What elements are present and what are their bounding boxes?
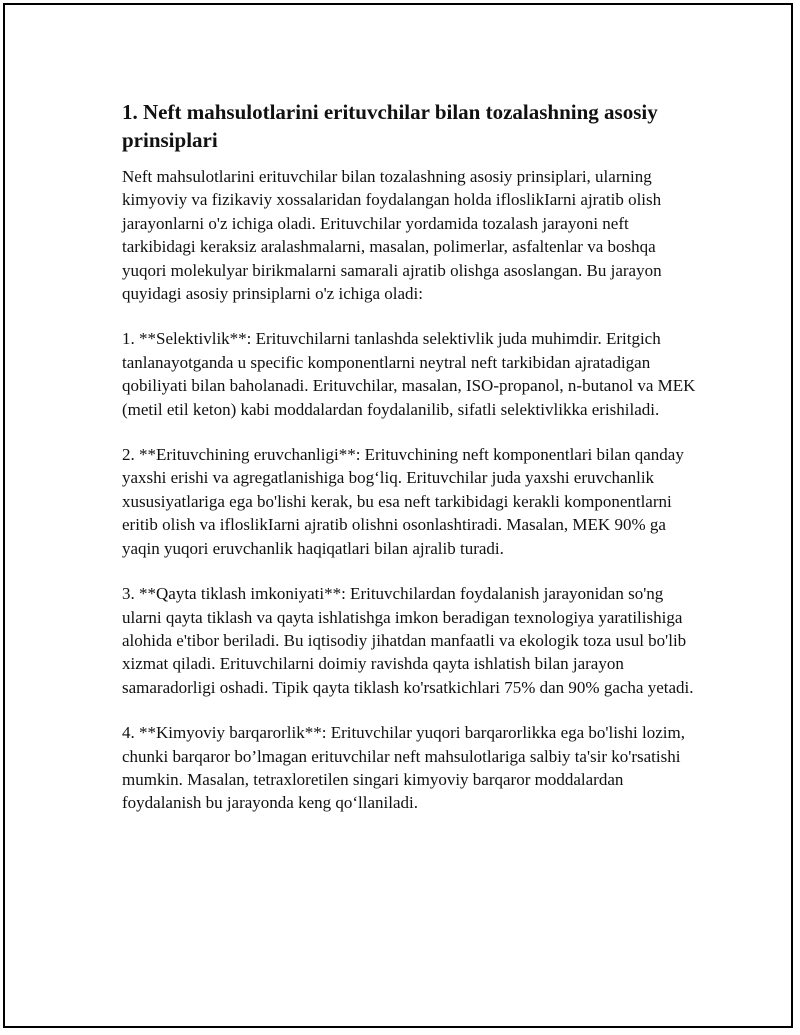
paragraph-selectivity: 1. **Selektivlik**: Erituvchilarni tanlashda selektivlik juda muhimdir. Eritgich tanlanayotganda u specific komponentlarni neytral neft tarkibidan ajratadigan qobiliyati bilan baholanadi. Erituvchilar, masalan, ISO-propanol, n-butanol va MEK (metil etil keton) kabi moddalardan foydalanilib, sifatli selektivlikka erishiladi. xyxy=(122,329,696,419)
paragraph-solubility: 2. **Erituvchining eruvchanligi**: Erituvchining neft komponentlari bilan qanday yaxshi erishi va agregatlanishiga bog‘liq. Erituvchilar juda yaxshi eruvchanlik xususiyatlariga ega bo'lishi kerak, bu esa neft tarkibidagi kerakli komponentlarni eritib olish va ifloslikIarni ajratib olishni osonlashtiradi. Masalan, MEK 90% ga yaqin yuqori eruvchanlik haqiqatlari bilan ajralib turadi. xyxy=(122,445,684,558)
document-content xyxy=(122,98,702,837)
intro-paragraph: Neft mahsulotlarini erituvchilar bilan tozalashning asosiy prinsiplari, ularning kimyoviy va fizikaviy xossalaridan foydalangan holda ifloslikIarni ajratib olish jarayonlarni o'z ichiga oladi. Erituvchilar yordamida tozalash jarayoni neft tarkibidagi keraksiz aralashmalarni, masalan, polimerlar, asfaltenlar va boshqa yuqori molekulyar birikmalarni samarali ajratib olishga asoslangan. Bu jarayon quyidagi asosiy prinsiplarni o'z ichiga oladi: xyxy=(122,167,662,304)
section-heading: 1. Neft mahsulotlarini erituvchilar bilan tozalashning asosiy prinsiplari xyxy=(122,100,658,152)
paragraph-recovery: 3. **Qayta tiklash imkoniyati**: Erituvchilardan foydalanish jarayonidan so'ng ularni qayta tiklash va qayta ishlatishga imkon beradigan texnologiya yaratilishiga alohida e'tibor beriladi. Bu iqtisodiy jihatdan manfaatli va ekologik toza usul bo'lib xizmat qiladi. Erituvchilarni doimiy ravishda qayta ishlatish bilan jarayon samaradorligi oshadi. Tipik qayta tiklash ko'rsatkichlari 75% dan 90% gacha yetadi. xyxy=(122,584,694,697)
paragraph-chemical-stability: 4. **Kimyoviy barqarorlik**: Erituvchilar yuqori barqarorlikka ega bo'lishi lozim, chunki barqaror bo’lmagan erituvchilar neft mahsulotlariga salbiy ta'sir ko'rsatishi mumkin. Masalan, tetraxloretilen singari kimyoviy barqaror moddalardan foydalanish bu jarayonda keng qo‘llaniladi. xyxy=(122,723,685,813)
page-frame xyxy=(3,3,793,1028)
